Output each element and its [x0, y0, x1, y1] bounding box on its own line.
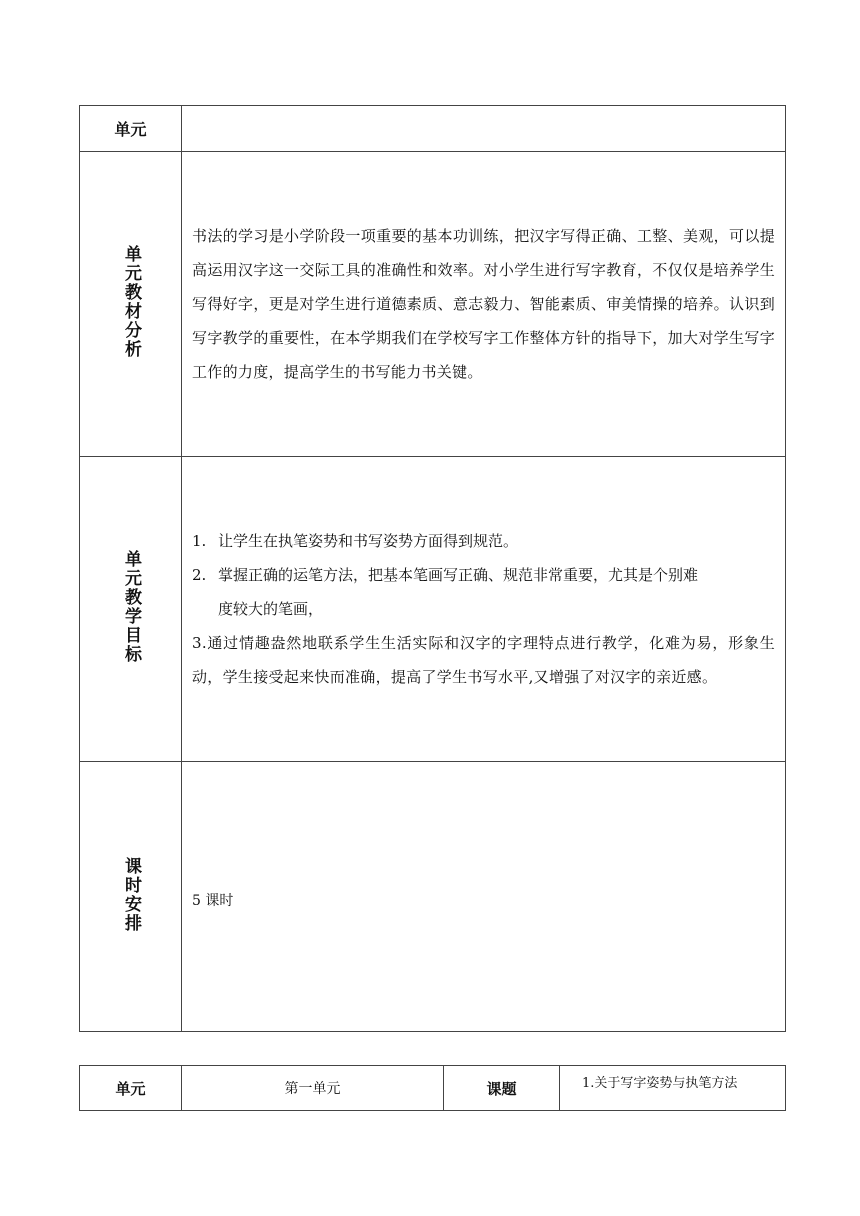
goals-label: 单元教学目标: [121, 550, 141, 664]
goals-cell: [182, 457, 786, 762]
analysis-text: 书法的学习是小学阶段一项重要的基本功训练，把汉字写得正确、工整、美观，可以提高运用汉字这一交际工具的准确性和效率。对小学生进行写字教育，不仅仅是培养学生写得好字，更是对学生进行道德素质、意志毅力、智能素质、审美情操的培养。认识到写字教学的重要性，在本学期我们在学校写字工作整体方针的指导下，加大对学生写字工作的力度，提高学生的书写能力书关键。: [192, 227, 775, 381]
analysis-label-cell: [80, 152, 182, 457]
schedule-label-cell: [80, 762, 182, 1032]
lesson-header-row: [80, 1066, 786, 1111]
goal-2-text: 掌握正确的运笔方法，把基本笔画写正确、规范非常重要，尤其是个别难: [218, 566, 699, 584]
schedule-label: 课时安排: [121, 856, 141, 933]
analysis-cell: [182, 152, 786, 457]
goal-3-text: 3.通过情趣盎然地联系学生生活实际和汉字的字理特点进行教学，化难为易，形象生动，学生接受起来快而准确，提高了学生书写水平,又增强了对汉字的亲近感。: [192, 634, 775, 686]
analysis-label: 单元教材分析: [121, 245, 141, 359]
goals-row: [80, 457, 786, 762]
analysis-row: [80, 152, 786, 457]
unit-label-2: 单元: [80, 1066, 182, 1111]
goal-1-number: 1.: [192, 532, 207, 550]
schedule-value: 5 课时: [192, 892, 234, 909]
goal-2-continuation: 度较大的笔画，: [218, 600, 324, 618]
schedule-row: [80, 762, 786, 1032]
unit-row: [80, 106, 786, 152]
unit-label: 单元: [80, 106, 182, 152]
unit-value: [182, 106, 786, 152]
unit-value-2: 第一单元: [182, 1066, 444, 1111]
goal-2: [192, 558, 775, 592]
goal-1: [192, 524, 775, 558]
goal-1-text: 让学生在执笔姿势和书写姿势方面得到规范。: [218, 532, 519, 550]
goal-2-number: 2.: [192, 566, 207, 584]
topic-label: 课题: [444, 1066, 560, 1111]
unit-plan-table: [79, 105, 786, 1032]
goals-label-cell: [80, 457, 182, 762]
topic-value: 1.关于写字姿势与执笔方法: [560, 1066, 786, 1111]
schedule-cell: [182, 762, 786, 1032]
lesson-header-table: [79, 1065, 786, 1111]
